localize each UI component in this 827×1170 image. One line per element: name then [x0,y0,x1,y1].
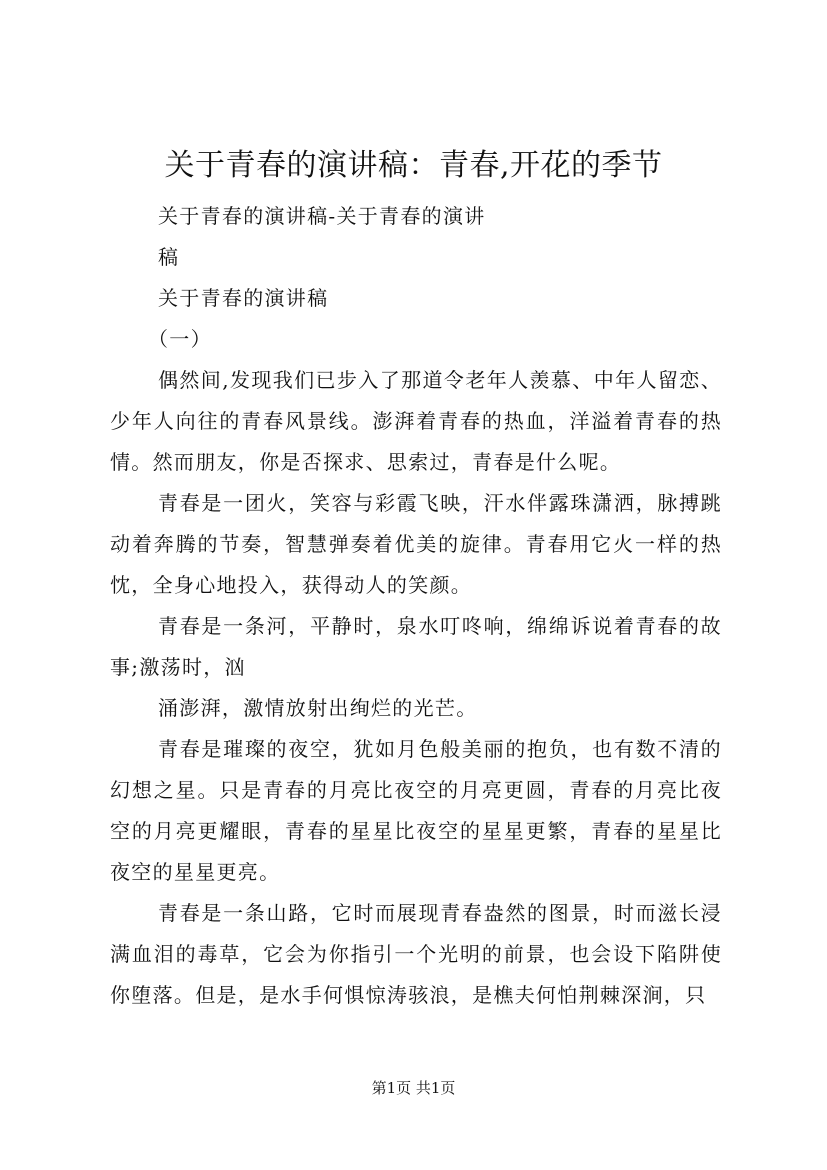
paragraph: 偶然间,发现我们已步入了那道令老年人羡慕、中年人留恋、少年人向往的青春风景线。澎湃着青春的热血，洋溢着青春的热情。然而朋友，你是否探求、思索过，青春是什么呢。 [110,368,722,474]
subtitle-line: 关于青春的演讲稿-关于青春的演讲 [158,204,486,228]
document-title: 关于青春的演讲稿：青春,开花的季节 [164,148,663,183]
paragraph: 青春是一团火，笑容与彩霞飞映，汗水伴露珠潇洒，脉搏跳动着奔腾的节奏，智慧弹奏着优美的旋律。青春用它火一样的热忱，全身心地投入，获得动人的笑颜。 [110,491,722,597]
paragraph: 青春是璀璨的夜空，犹如月色般美丽的抱负，也有数不清的幻想之星。只是青春的月亮比夜空的月亮更圆，青春的月亮比夜空的月亮更耀眼，青春的星星比夜空的星星更繁，青春的星星比夜空的星星更亮。 [110,737,722,884]
paragraph-continued: 涌澎湃，激情放射出绚烂的光芒。 [158,696,478,720]
section-heading: 关于青春的演讲稿 [158,286,329,310]
paragraph: 青春是一条山路，它时而展现青春盎然的图景，时而滋长浸满血泪的毒草，它会为你指引一个光明的前景，也会设下陷阱使你堕落。但是，是水手何惧惊涛骇浪，是樵夫何怕荆棘深涧，只 [110,901,722,1007]
subtitle-line-continued: 稿 [158,245,180,269]
paragraph: 青春是一条河，平静时，泉水叮咚响，绵绵诉说着青春的故事;激荡时，汹 [110,614,722,679]
page-footer: 第1页 共1页 [371,1079,456,1097]
document-body [110,196,722,1016]
section-marker: （一） [148,327,212,351]
